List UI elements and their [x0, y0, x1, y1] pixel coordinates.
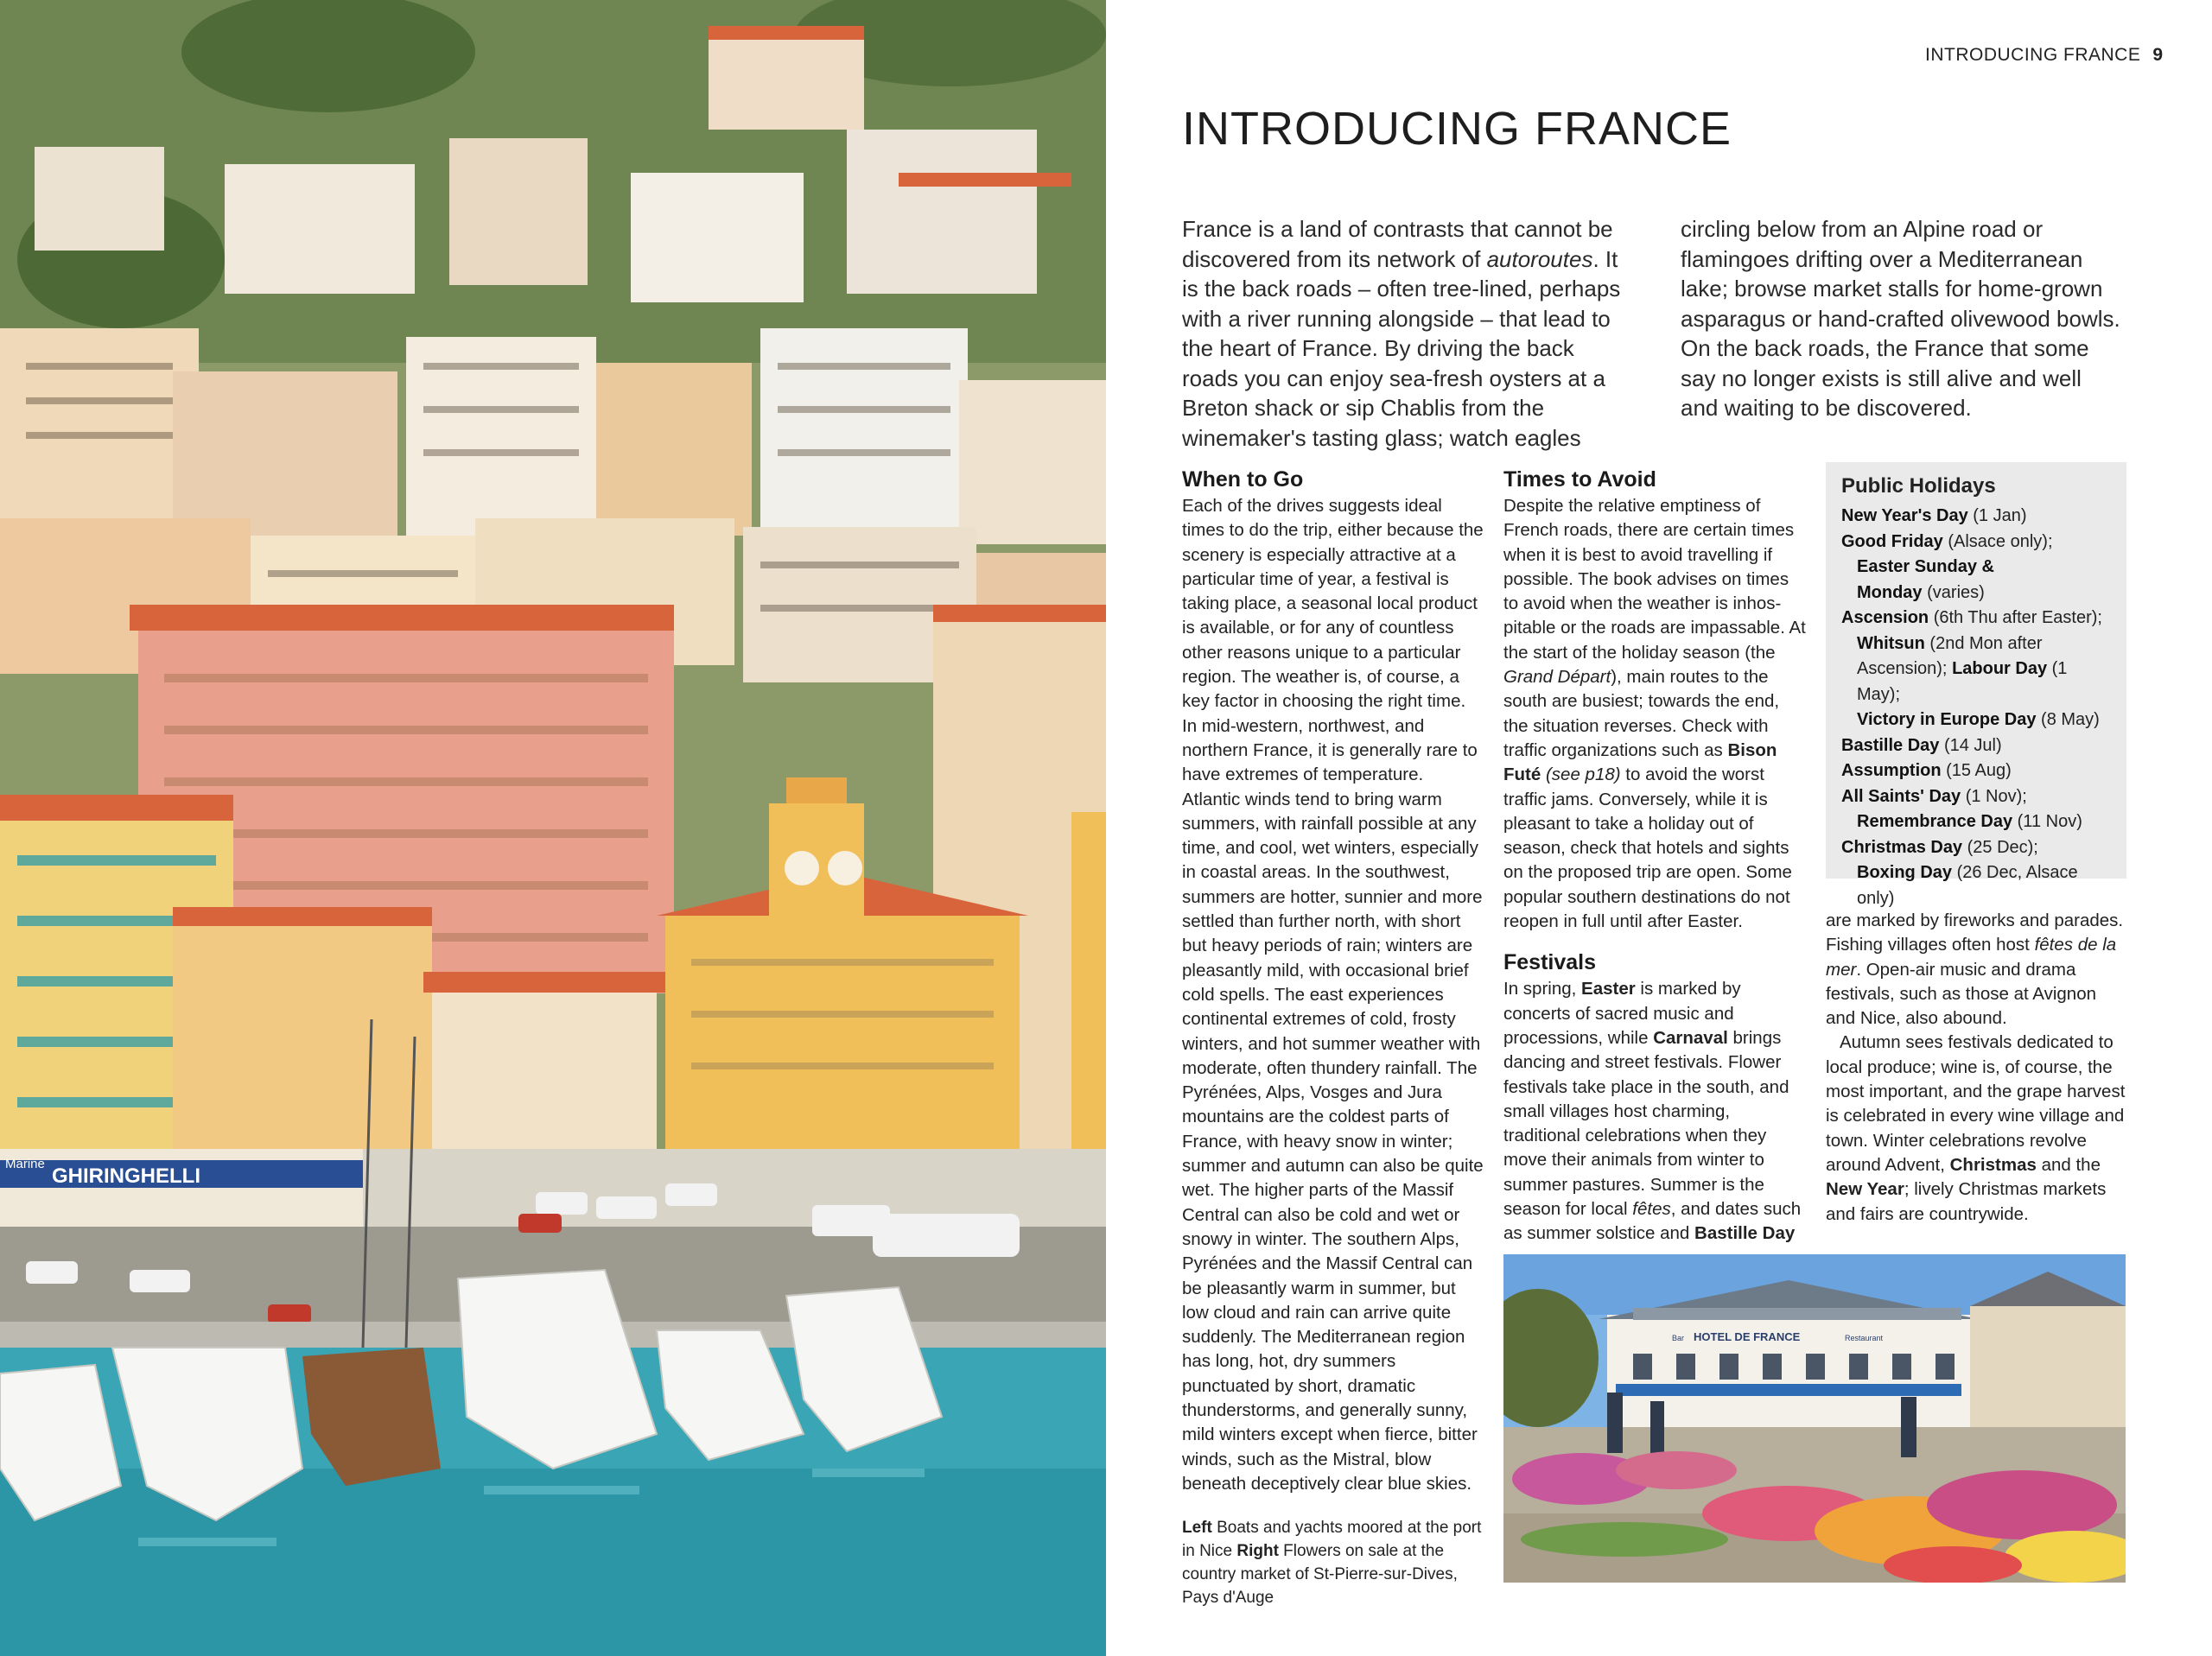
intro-text-1: France is a land of contrasts that cannot be discovered from its network of: [1182, 216, 1613, 272]
page-title: INTRODUCING FRANCE: [1182, 103, 1732, 155]
festivals-text-cont: are marked by fireworks and parades. Fishing villages often host fêtes de la mer. Open-air music and drama festivals, such as those at Avignon and Nice, also abound.: [1826, 910, 2124, 1029]
caption-right-text: Flowers on sale at the country market of St-Pierre-sur-Dives, Pays d'Auge: [1182, 1542, 1458, 1607]
holiday-easter-sunday: Easter Sunday &: [1857, 557, 1994, 576]
festivals-heading: Festivals: [1503, 950, 1597, 975]
times-to-avoid-text: Despite the relative emptiness of French roads, there are certain times when it is best to avoid travelling if possible. The book advises on times to avoid when the weather is inhos-pitable or the roads are impassable. At the start of the holiday season (the Grand Départ), main routes to the south are busiest; towards the end, the situation reverses. Check with traffic organizations such as Bison Futé (see p18) to avoid the worst traffic jams. Conversely, while it is pleasant to take a holiday out of season, check that hotels and sights on the proposed trip are open. Some popular southern destinations do not reopen in full until after Easter.: [1503, 496, 1806, 932]
holiday-new-years: New Year's Day (1 Jan): [1841, 506, 2027, 525]
holiday-boxing: Boxing Day (26 Dec, Alsace only): [1857, 863, 2078, 908]
ghiringhelli-sign: GHIRINGHELLI: [52, 1164, 200, 1188]
intro-paragraph: [1182, 214, 2124, 453]
running-head-section: INTRODUCING FRANCE: [1925, 45, 2141, 65]
festivals-continued: [1826, 909, 2128, 1227]
holiday-all-saints: All Saints' Day (1 Nov);: [1841, 786, 2027, 806]
holiday-ascension: Ascension (6th Thu after Easter);: [1841, 608, 2102, 627]
when-to-go-heading: When to Go: [1182, 467, 1304, 492]
bar-sign: Bar: [1672, 1334, 1685, 1342]
page-number: 9: [2152, 45, 2164, 65]
hotel-de-france-sign: HOTEL DE FRANCE: [1694, 1330, 1801, 1343]
holiday-labour: Ascension); Labour Day (1 May);: [1857, 659, 2068, 704]
holiday-remembrance: Remembrance Day (11 Nov): [1857, 812, 2082, 831]
intro-text-2: . It is the back roads – often tree-lined, perhaps with a river running alongside – that lead to the heart of France. By driving the back roads you can enjoy sea-fresh oysters at a Breton shack or sip Chablis from the winemaker's tasting glass; watch eagles circling below from an Alpine road or flamingoes drifting over a Mediterranean lake; browse market stalls for home-grown asparagus or hand-crafted olivewood bowls. On the back roads, the France that some say no longer exists is still alive and well and waiting to be discovered.: [1182, 216, 2120, 451]
holiday-victory: Victory in Europe Day (8 May): [1857, 710, 2100, 729]
intro-italic: autoroutes: [1486, 245, 1593, 272]
caption-right-label: Right: [1236, 1542, 1279, 1560]
festivals-autumn-text: Autumn sees festivals dedicated to local produce; wine is, of course, the most important, and the grape harvest is celebrated in every wine village and town. Winter celebrations revolve around Advent, Christmas and the New Year; lively Christmas markets and fairs are countrywide.: [1826, 1032, 2126, 1224]
holiday-easter-monday: Monday (varies): [1857, 582, 1985, 602]
market-photo: [1503, 1254, 2126, 1583]
caption-left-text: Boats and yachts moored at the port in Nice: [1182, 1519, 1482, 1560]
marine-sign: Marine: [5, 1157, 45, 1171]
festivals-text: In spring, Easter is marked by concerts of sacred music and processions, while Carnaval brings dancing and street festivals. Flower festivals take place in the south, and small villages host charming, traditional celebrations when they move their animals from winter to summer pastures. Summer is the season for local fêtes, and dates such as summer solstice and Bastille Day: [1503, 979, 1802, 1244]
holiday-bastille: Bastille Day (14 Jul): [1841, 735, 2002, 755]
when-to-go-section: [1182, 466, 1484, 1496]
caption-left-label: Left: [1182, 1519, 1212, 1537]
times-to-avoid-heading: Times to Avoid: [1503, 467, 1656, 492]
public-holidays-heading: Public Holidays: [1841, 474, 1996, 498]
holiday-good-friday: Good Friday (Alsace only);: [1841, 531, 2053, 551]
running-head: [1925, 45, 2164, 66]
holiday-whitsun: Whitsun (2nd Mon after: [1857, 633, 2043, 653]
holiday-assumption: Assumption (15 Aug): [1841, 761, 2012, 780]
holiday-christmas: Christmas Day (25 Dec);: [1841, 837, 2038, 857]
public-holidays-box: [1826, 462, 2126, 908]
photo-caption: [1182, 1516, 1493, 1609]
times-to-avoid-section: [1503, 466, 1806, 1247]
when-to-go-text: Each of the drives suggests ideal times to do the trip, either because the scenery is especially attractive at a particular time of year, a festival is taking place, a seasonal local product is available, or for any of countless other reasons unique to a particular region. The weather is, of course, a key factor in choosing the right time. In mid-western, northwest, and northern France, it is generally rare to have extremes of temperature. Atlantic winds tend to bring warm summers, with rainfall possible at any time, and cool, wet winters, especially in coastal areas. In the southwest, summers are hotter, sunnier and more settled than further north, with short but heavy periods of rain; winters are pleasantly mild, with occasional brief cold spells. The east experiences continental extremes of cold, frosty winters, and hot summer weather with moderate, often thundery rainfall. The Pyrénées, Alps, Vosges and Jura mountains are the coldest parts of France, with heavy snow in winter; summer and autumn can also be quite wet. The higher parts of the Massif Central can also be cold and wet or snowy in winter. The southern Alps, Pyrénées and the Massif Central can be pleasantly warm in summer, but low cloud and rain can arrive quite suddenly. The Mediterranean region has long, hot, dry summers punctuated by short, dramatic thunderstorms, and generally sunny, mild winters except when fierce, bitter winds, such as the Mistral, blow beneath deceptively clear blue skies.: [1182, 496, 1484, 1494]
restaurant-sign: Restaurant: [1845, 1334, 1884, 1342]
